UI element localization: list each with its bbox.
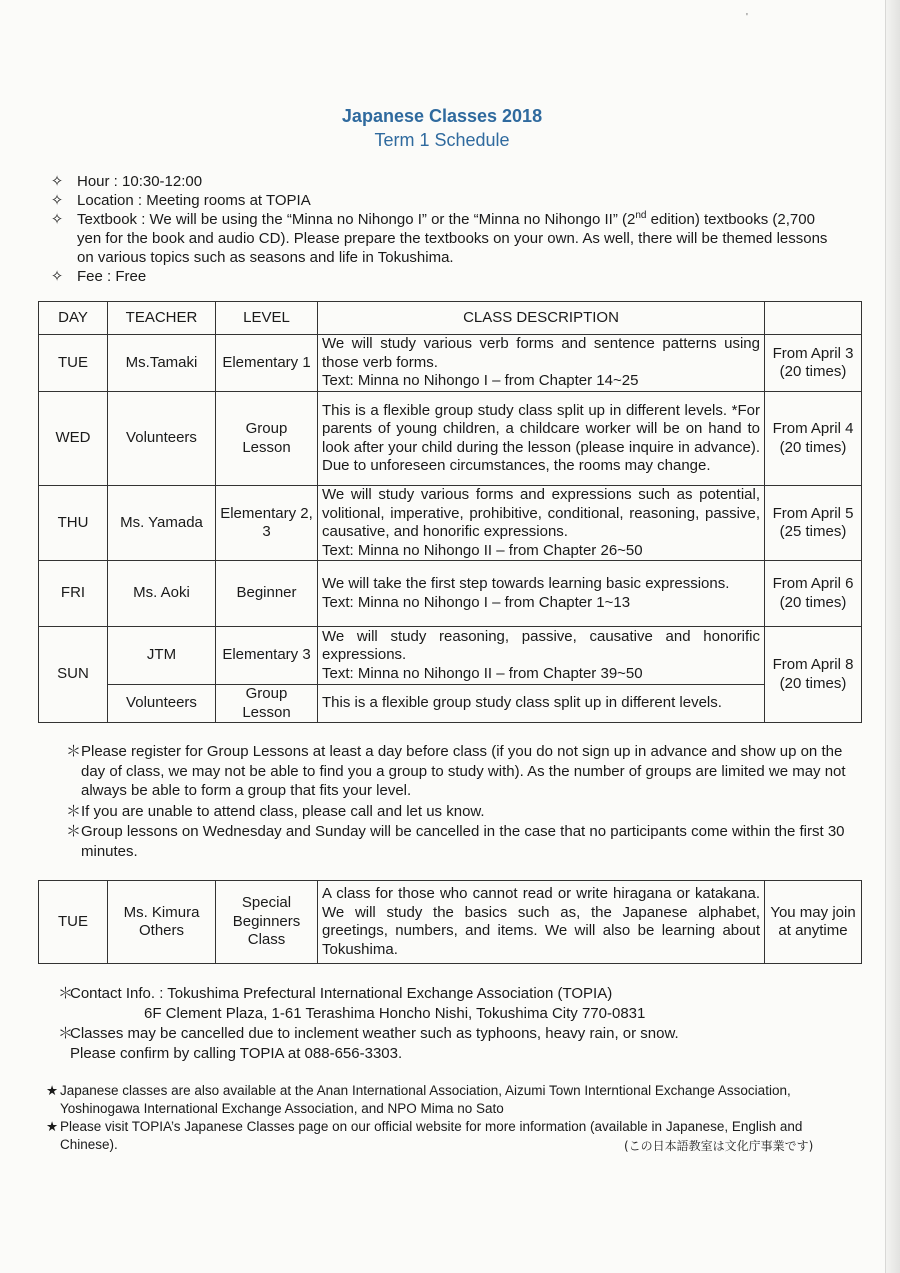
diamond-bullet-icon: ✧ [50,211,64,228]
star-icon: ★ [46,1119,59,1134]
day-cell: SUN [39,627,108,723]
info-textbook: ✧ Textbook : We will be using the “Minna no Nihongo I” or the “Minna no Nihongo II” (2nd edition) textbooks (2,700 yen for the book and audio CD). Please prepare the textbooks on your own. As well, there will be themed lessons on various topics such as seasons and life in Tokushima. [48,210,838,267]
start-date-cell: From April 6 (20 times) [765,561,862,627]
scan-speck: ' [746,12,748,23]
day-cell: THU [39,486,108,561]
start-date-cell: From April 8 (20 times) [765,627,862,723]
column-header: DAY [39,302,108,335]
teacher-cell: Volunteers [108,392,216,486]
day-cell: TUE [39,335,108,392]
description-cell: We will study reasoning, passive, causative and honorific expressions. Text: Minna no Nihongo II – from Chapter 39~50 [318,627,765,685]
description-cell: This is a flexible group study class split up in different levels. *For parents of young children, a childcare worker will be on hand to look after your child during the lesson (please inquire in advance). Due to unforeseen circumstances, the rooms may change. [318,392,765,486]
table-row [39,561,862,627]
level-cell: Beginner [216,561,318,627]
level-cell: Group Lesson [216,392,318,486]
start-date-cell: From April 5 (25 times) [765,486,862,561]
note-item: ＊ Please register for Group Lessons at least a day before class (if you do not sign up in advance and show up on the day of class, we may not be able to find you a group to study with). As the number of groups are limited we may not always be able to form a group that fits your level. [66,743,846,799]
teacher-cell: Ms. Aoki [108,561,216,627]
column-header: CLASS DESCRIPTION [318,302,765,335]
table-row [39,392,862,486]
level-cell: Elementary 1 [216,335,318,392]
description-cell: We will take the first step towards learning basic expressions. Text: Minna no Nihongo I – from Chapter 1~13 [318,561,765,627]
day-cell: WED [39,392,108,486]
table-row [39,486,862,561]
column-header: LEVEL [216,302,318,335]
diamond-bullet-icon: ✧ [50,173,64,190]
footer-note: ★ Japanese classes are also available at the Anan International Association, Aizumi Town Interntional Exchange Association, Yoshinogawa International Exchange Association, and NPO Mima no Sato [46,1083,791,1116]
info-hour: ✧ Hour : 10:30-12:00 [48,172,838,191]
start-date-cell: From April 4 (20 times) [765,392,862,486]
description-cell: We will study various forms and expressions such as potential, volitional, imperative, prohibitive, conditional, reasoning, passive, causative, and honorific expressions. Text: Minna no Nihongo II – from Chapter 26~50 [318,486,765,561]
phone-note: Please confirm by calling TOPIA at 088-656-3303. [70,1045,403,1062]
footer-note: ★ Please visit TOPIA’s Japanese Classes page on our official website for more information (available in Japanese, English and Chinese). [46,1119,803,1152]
description-cell: We will study various verb forms and sentence patterns using those verb forms. Text: Minna no Nihongo I – from Chapter 14~25 [318,335,765,392]
special-class-table [38,880,862,964]
contact-line: ＊ Contact Info. : Tokushima Prefectural International Exchange Association (TOPIA) [58,985,613,1002]
page-subtitle: Term 1 Schedule [374,130,510,150]
level-cell: Elementary 2, 3 [216,486,318,561]
info-location: ✧ Location : Meeting rooms at TOPIA [48,191,838,210]
table-row [39,685,862,723]
start-date-cell: From April 3 (20 times) [765,335,862,392]
teacher-cell: Ms. Kimura Others [108,881,216,964]
note-item: ＊ Group lessons on Wednesday and Sunday will be cancelled in the case that no participants come within the first 30 minutes. [66,823,845,860]
level-cell: Elementary 3 [216,627,318,685]
registration-notes [66,742,856,862]
schedule-table [38,301,862,723]
teacher-cell: Ms.Tamaki [108,335,216,392]
table-header-row [39,302,862,335]
day-cell: FRI [39,561,108,627]
table-row [39,881,862,964]
japanese-sponsor-note: (この日本語教室は文化庁事業です) [624,1139,814,1153]
level-cell: Special Beginners Class [216,881,318,964]
class-info-list [48,172,838,286]
contact-info [58,984,858,1064]
diamond-bullet-icon: ✧ [50,192,64,209]
start-date-cell: You may join at anytime [765,881,862,964]
info-fee: ✧ Fee : Free [48,267,838,286]
weather-note: ＊ Classes may be cancelled due to inclement weather such as typhoons, heavy rain, or snow. [58,1025,679,1042]
scan-page-edge [885,0,900,1273]
description-cell: This is a flexible group study class split up in different levels. [318,685,765,723]
asterisk-icon: ＊ [66,823,82,840]
column-header: TEACHER [108,302,216,335]
table-row [39,627,862,685]
contact-address: 6F Clement Plaza, 1-61 Terashima Honcho Nishi, Tokushima City 770-0831 [144,1005,646,1022]
level-cell: Group Lesson [216,685,318,723]
table-row [39,335,862,392]
diamond-bullet-icon: ✧ [50,268,64,285]
teacher-cell: Ms. Yamada [108,486,216,561]
asterisk-icon: ＊ [66,802,82,820]
day-cell: TUE [39,881,108,964]
teacher-cell: JTM [108,627,216,685]
page-title: Japanese Classes 2018 [341,106,543,126]
asterisk-icon: ＊ [58,985,74,1002]
column-header [765,302,862,335]
teacher-cell: Volunteers [108,685,216,723]
asterisk-icon: ＊ [66,743,82,760]
note-item: ＊ If you are unable to attend class, please call and let us know. [66,802,485,820]
description-cell: A class for those who cannot read or write hiragana or katakana. We will study the basics such as, the Japanese alphabet, greetings, numbers, and items. We will also be learning about Tokushima. [318,881,765,964]
star-icon: ★ [46,1083,59,1098]
asterisk-icon: ＊ [58,1025,74,1042]
